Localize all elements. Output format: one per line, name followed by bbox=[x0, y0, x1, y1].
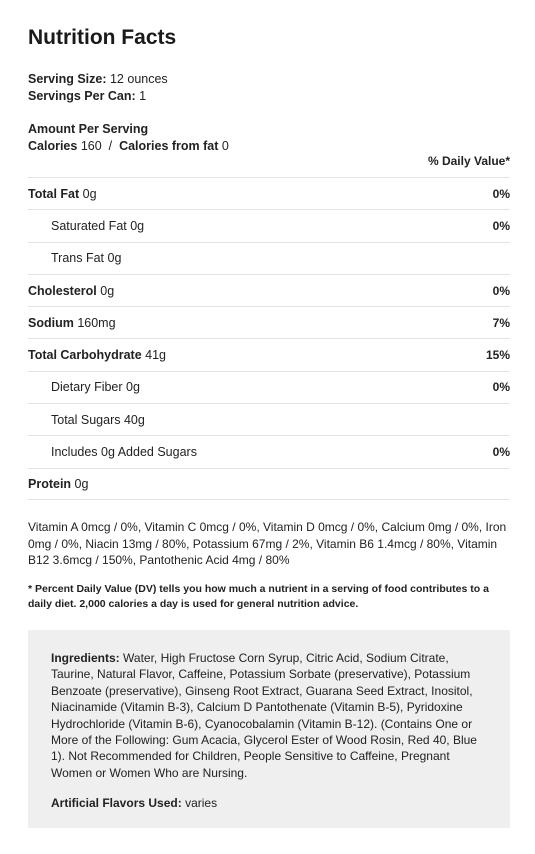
nutrient-daily-value: 7% bbox=[492, 315, 510, 330]
page-title: Nutrition Facts bbox=[28, 26, 177, 49]
nutrient-row bbox=[28, 435, 510, 467]
ingredients-text: Water, High Fructose Corn Syrup, Citric Acid, Sodium Citrate, Taurine, Natural Flavor, Caffeine, Potassium Sorbate (preservative), Potassium Benzoate (preservative), Ginseng Root Extract, Guarana Seed Extract, Inositol, Niacinamide (Vitamin B-3), Calcium D Pantothenate (Vitamin B-5), Pyridoxine Hydrochloride (Vitamin B-6), Cyanocobalamin (Vitamin B-12). (Contains One or More of the Following: Gum Acacia, Glycerol Ester of Wood Rosin, Red 40, Blue 1). Not Recommended for Children, People Sensitive to Caffeine, Pregnant Women or Women Who are Nursing. bbox=[51, 651, 477, 780]
nutrient-amount: 0g bbox=[74, 476, 89, 491]
calories-row bbox=[28, 138, 229, 155]
nutrient-daily-value: 0% bbox=[492, 218, 510, 233]
nutrient-name: Cholesterol bbox=[28, 283, 97, 298]
nutrient-name: Total Sugars bbox=[51, 412, 121, 427]
nutrient-daily-value: 0% bbox=[492, 380, 510, 395]
serving-size-label: Serving Size: bbox=[28, 72, 107, 86]
nutrient-row bbox=[28, 403, 510, 435]
nutrient-label bbox=[28, 316, 116, 330]
nutrient-amount: 0g bbox=[126, 380, 140, 395]
nutrient-name: Includes 0g Added Sugars bbox=[51, 445, 197, 460]
nutrient-row bbox=[28, 468, 510, 500]
ingredients-box bbox=[28, 630, 510, 828]
nutrient-name: Trans Fat bbox=[51, 251, 105, 266]
artificial-flavors-value: varies bbox=[185, 796, 218, 811]
nutrient-label bbox=[28, 445, 197, 459]
nutrient-name: Saturated Fat bbox=[51, 218, 127, 233]
nutrient-daily-value: 0% bbox=[492, 186, 510, 201]
nutrient-daily-value: 15% bbox=[485, 348, 510, 363]
nutrient-label bbox=[28, 251, 121, 265]
servings-per-can-row bbox=[28, 88, 168, 105]
nutrient-amount: 160mg bbox=[77, 315, 116, 330]
calories-from-fat-label: Calories from fat bbox=[119, 139, 219, 153]
nutrient-amount: 0g bbox=[130, 218, 145, 233]
nutrient-amount: 40g bbox=[123, 412, 145, 427]
nutrient-label bbox=[28, 219, 144, 233]
ingredients-paragraph bbox=[51, 650, 487, 781]
amount-per-serving-heading: Amount Per Serving bbox=[28, 122, 149, 136]
nutrient-name: Dietary Fiber bbox=[51, 380, 123, 395]
ingredients-label: Ingredients: bbox=[51, 651, 120, 665]
calories-separator: / bbox=[108, 139, 113, 153]
nutrient-table bbox=[28, 177, 510, 500]
nutrient-name: Protein bbox=[28, 476, 72, 491]
nutrient-row bbox=[28, 338, 510, 370]
nutrient-name: Total Carbohydrate bbox=[28, 348, 142, 363]
nutrient-label bbox=[28, 187, 97, 201]
serving-size-row bbox=[28, 71, 168, 88]
nutrient-amount: 0g bbox=[107, 251, 122, 266]
calories-label: Calories bbox=[28, 139, 78, 153]
nutrient-label bbox=[28, 413, 145, 427]
nutrient-row bbox=[28, 177, 510, 209]
artificial-flavors-label: Artificial Flavors Used: bbox=[51, 796, 182, 811]
servings-per-can-label: Servings Per Can: bbox=[28, 89, 136, 103]
serving-info bbox=[28, 71, 168, 105]
nutrient-name: Total Fat bbox=[28, 186, 80, 201]
daily-value-footnote: * Percent Daily Value (DV) tells you how much a nutrient in a serving of food contributes to a daily diet. 2,000 calories a day is used for general nutrition advice. bbox=[28, 583, 489, 610]
nutrient-row bbox=[28, 209, 510, 241]
nutrient-label bbox=[28, 348, 166, 362]
servings-per-can-value: 1 bbox=[139, 89, 147, 103]
nutrient-label bbox=[28, 284, 114, 298]
nutrient-row bbox=[28, 306, 510, 338]
nutrient-daily-value: 0% bbox=[492, 283, 510, 298]
vitamins-list: Vitamin A 0mcg / 0%, Vitamin C 0mcg / 0%, Vitamin D 0mcg / 0%, Calcium 0mg / 0%, Iron 0mg / 0%, Niacin 13mg / 80%, Potassium 67mg / 2%, Vitamin B6 1.4mcg / 80%, Vitamin B12 3.6mcg / 150%, Pantothenic Acid 4mg / 80% bbox=[28, 520, 507, 567]
nutrient-amount: 41g bbox=[145, 348, 167, 363]
nutrient-label bbox=[28, 477, 88, 491]
amount-per-serving bbox=[28, 121, 229, 155]
artificial-flavors-row bbox=[51, 795, 487, 811]
nutrient-name: Sodium bbox=[28, 315, 74, 330]
nutrient-amount: 0g bbox=[82, 186, 97, 201]
nutrient-row bbox=[28, 274, 510, 306]
calories-from-fat-value: 0 bbox=[221, 139, 229, 153]
daily-value-header: % Daily Value* bbox=[427, 154, 510, 168]
nutrient-label bbox=[28, 380, 140, 394]
nutrient-row bbox=[28, 371, 510, 403]
nutrient-row bbox=[28, 242, 510, 274]
calories-value: 160 bbox=[80, 139, 102, 153]
serving-size-value: 12 ounces bbox=[109, 72, 168, 86]
nutrient-amount: 0g bbox=[100, 283, 115, 298]
nutrient-daily-value: 0% bbox=[492, 445, 510, 460]
